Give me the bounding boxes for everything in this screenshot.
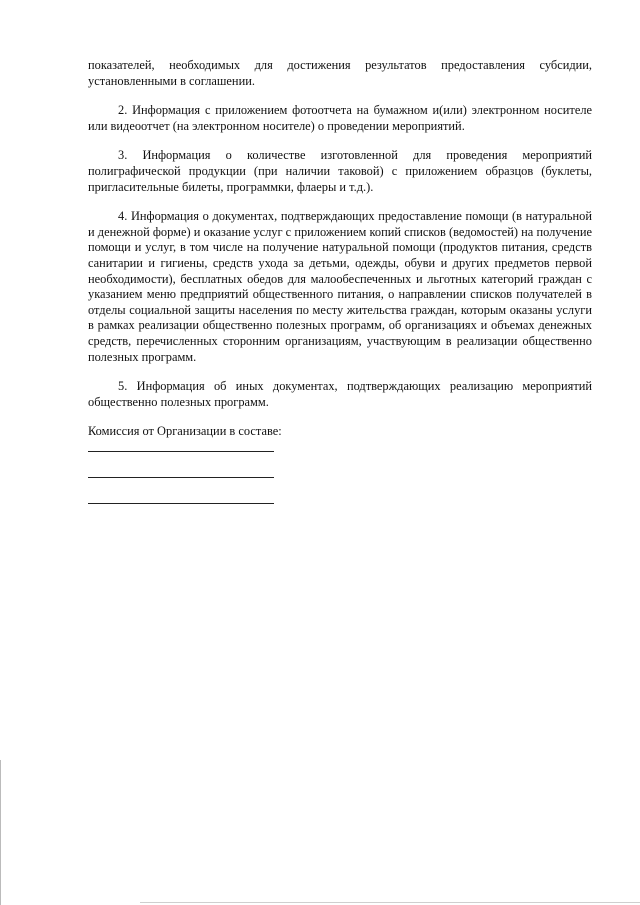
signature-line-3 bbox=[88, 503, 274, 504]
paragraph-continuation: показателей, необходимых для достижения результатов предоставления субсидии, установленными в соглашении. bbox=[88, 58, 592, 88]
paragraph-item-3: 3. Информация о количестве изготовленной для проведения мероприятий полиграфической продукции (при наличии таковой) с приложением образцов (буклеты, пригласительные билеты, программки, флаеры и т.д.). bbox=[88, 148, 592, 194]
paragraph-item-5: 5. Информация об иных документах, подтверждающих реализацию мероприятий общественно полезных программ. bbox=[88, 379, 592, 409]
paragraph-item-4: 4. Информация о документах, подтверждающих предоставление помощи (в натуральной и денежной форме) и оказание услуг с приложением копий списков (ведомостей) на получение помощи и услуг, в том числе на получение натуральной помощи (продуктов питания, средств санитарии и гигиены, средств ухода за детьми, одежды, обуви и других предметов первой необходимости), бесплатных обедов для малообеспеченных и льготных категорий граждан с указанием меню предприятий общественного питания, о направлении списков получателей в отделы социальной защиты населения по месту жительства граждан, которым оказаны услуги в рамках реализации общественно полезных программ, об организациях и объемах денежных средств, перечисленных сторонним организациям, участвующим в реализации общественно полезных программ. bbox=[88, 209, 592, 364]
signature-line-1 bbox=[88, 451, 274, 452]
scan-edge-bottom bbox=[140, 902, 640, 903]
signature-line-2 bbox=[88, 477, 274, 478]
commission-label: Комиссия от Организации в составе: bbox=[88, 424, 282, 439]
paragraph-item-2: 2. Информация с приложением фотоотчета на бумажном и(или) электронном носителе или видеоотчет (на электронном носителе) о проведении мероприятий. bbox=[88, 103, 592, 133]
scan-edge-left bbox=[0, 760, 1, 905]
document-body bbox=[88, 58, 592, 454]
